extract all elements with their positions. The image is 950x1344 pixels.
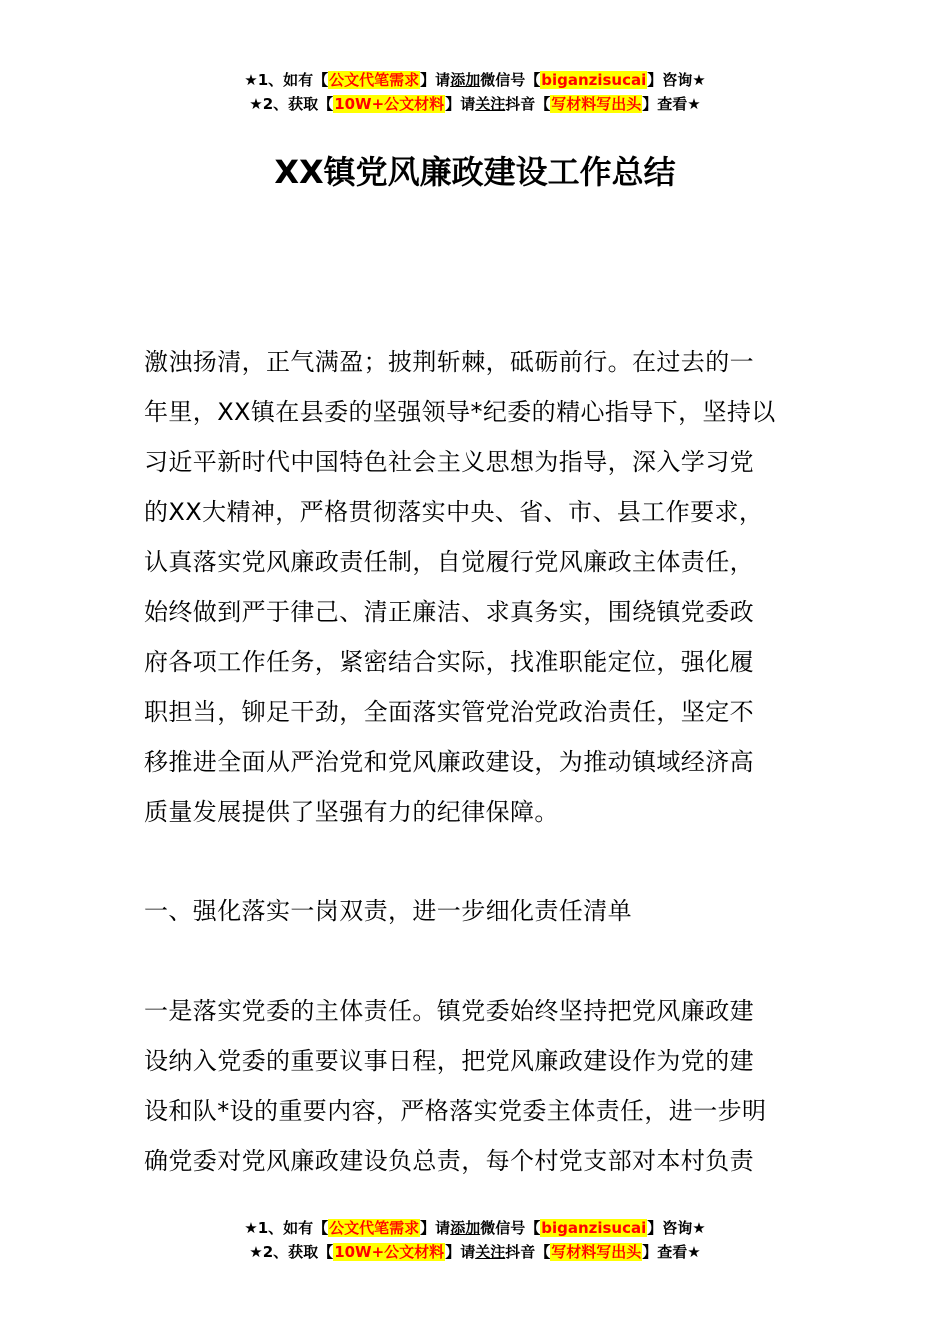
section-heading <box>144 886 808 936</box>
footer-banner <box>0 1216 950 1264</box>
page-title: XX镇党风廉政建设工作总结 <box>274 153 676 191</box>
text-line: 认真落实党风廉政责任制，自觉履行党风廉政主体责任， <box>144 548 754 576</box>
banner-highlight: 写材料写出头 <box>551 1243 642 1261</box>
banner-highlight: 写材料写出头 <box>551 95 642 113</box>
banner-text: 微信号【 <box>480 71 541 89</box>
banner-text: 】请 <box>445 95 476 113</box>
banner-text: ★2、获取【 <box>249 95 334 113</box>
banner-highlight: biganzisucai <box>541 1219 647 1237</box>
banner-line-1 <box>0 68 950 92</box>
banner-text: 抖音【 <box>505 1243 551 1261</box>
banner-emphasis: 关注 <box>475 1243 506 1261</box>
header-banner <box>0 68 950 116</box>
banner-text: 】查看★ <box>642 1243 701 1261</box>
banner-text: ★2、获取【 <box>249 1243 334 1261</box>
banner-highlight: biganzisucai <box>541 71 647 89</box>
banner-highlight: 公文代笔需求 <box>329 1219 420 1237</box>
banner-emphasis: 添加 <box>450 71 481 89</box>
banner-emphasis: 关注 <box>475 95 506 113</box>
text-line: 始终做到严于律己、清正廉洁、求真务实，围绕镇党委政 <box>144 598 754 626</box>
text-line: 一是落实党委的主体责任。镇党委始终坚持把党风廉政建 <box>144 997 754 1025</box>
text-line: 激浊扬清，正气满盈；披荆斩棘，砥砺前行。在过去的一 <box>144 348 754 376</box>
text-line: 的XX大精神，严格贯彻落实中央、省、市、县工作要求， <box>144 498 764 526</box>
banner-text: 】咨询★ <box>647 1219 706 1237</box>
banner-text: 抖音【 <box>505 95 551 113</box>
text-line: 确党委对党风廉政建设负总责，每个村党支部对本村负责 <box>144 1147 754 1175</box>
text-line: 质量发展提供了坚强有力的纪律保障。 <box>144 798 559 826</box>
text-line: 习近平新时代中国特色社会主义思想为指导，深入学习党 <box>144 448 754 476</box>
banner-emphasis: 添加 <box>450 1219 481 1237</box>
section-paragraph <box>144 986 808 1186</box>
text-line: 职担当，铆足干劲，全面落实管党治党政治责任，坚定不 <box>144 698 754 726</box>
text-line: 设纳入党委的重要议事日程，把党风廉政建设作为党的建 <box>144 1047 754 1075</box>
banner-text: 】查看★ <box>642 95 701 113</box>
text-line: 府各项工作任务，紧密结合实际，找准职能定位，强化履 <box>144 648 754 676</box>
banner-text: ★1、如有【 <box>244 71 329 89</box>
banner-text: 】请 <box>420 71 451 89</box>
banner-line-2 <box>0 92 950 116</box>
text-line: 年里，XX镇在县委的坚强领导*纪委的精心指导下，坚持以 <box>144 398 776 426</box>
banner-text: 】请 <box>420 1219 451 1237</box>
banner-line-2 <box>0 1240 950 1264</box>
banner-text: 微信号【 <box>480 1219 541 1237</box>
banner-highlight: 10W+公文材料 <box>334 1243 445 1261</box>
banner-text: 】咨询★ <box>647 71 706 89</box>
section-heading-text: 一、强化落实一岗双责，进一步细化责任清单 <box>144 897 632 925</box>
banner-line-1 <box>0 1216 950 1240</box>
banner-text: 】请 <box>445 1243 476 1261</box>
text-line: 设和队*设的重要内容，严格落实党委主体责任，进一步明 <box>144 1097 767 1125</box>
banner-highlight: 10W+公文材料 <box>334 95 445 113</box>
banner-highlight: 公文代笔需求 <box>329 71 420 89</box>
intro-paragraph <box>144 337 808 837</box>
banner-text: ★1、如有【 <box>244 1219 329 1237</box>
text-line: 移推进全面从严治党和党风廉政建设，为推动镇域经济高 <box>144 748 754 776</box>
